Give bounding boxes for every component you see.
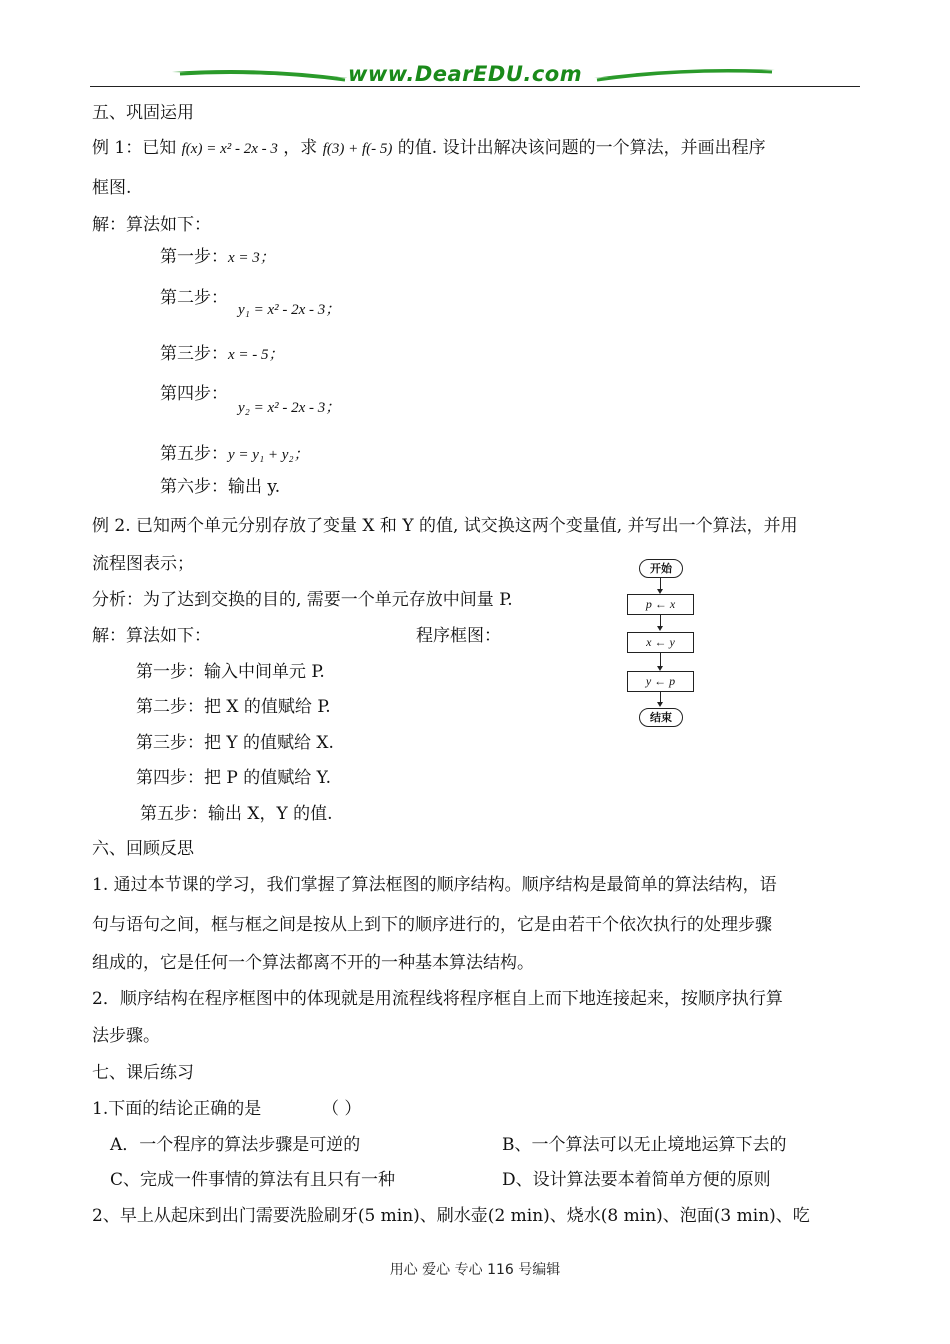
ex2-step-3: 第三步：把 Y 的值赋给 X. [136,733,334,753]
question-1-option-d: D、设计算法要本着简单方便的原则 [502,1170,771,1190]
ex2-step-1: 第一步：输入中间单元 P. [136,662,325,682]
ex1-step-3: 第三步：x = - 5； [160,344,284,364]
example-2-chart-title: 程序框图： [416,626,501,646]
reflection-2-line-2: 法步骤。 [92,1026,160,1046]
ex1-prefix: 例 1：已知 [92,138,177,158]
ex1-step-2-expr: y₁ = x² - 2x - 3； [238,302,341,318]
ex2-step-2: 第二步：把 X 的值赋给 P. [136,697,331,717]
example-2-line-2: 流程图表示； [92,554,194,574]
example-1-line-1 [92,137,766,160]
ex1-step-2: 第二步： [160,288,228,308]
question-1-option-c: C、完成一件事情的算法有且只有一种 [110,1170,396,1190]
section-5-heading: 五、巩固运用 [92,103,194,123]
ex1-step-1: 第一步：x = 3； [160,247,275,267]
example-2-line-1: 例 2. 已知两个单元分别存放了变量 X 和 Y 的值, 试交换这两个变量值, 并写出一个算法，并用 [92,516,798,536]
flowchart-box-1: p ← x [627,594,694,615]
question-2: 2、早上从起床到出门需要洗脸刷牙(5 min)、刷水壶(2 min)、烧水(8 min)、泡面(3 min)、吃 [92,1206,810,1226]
ex1-step-4: 第四步： [160,384,228,404]
logo-text: www.DearEDU.com [348,62,583,86]
reflection-1-line-3: 组成的，它是任何一个算法都离不开的一种基本算法结构。 [92,953,534,973]
flowchart-end: 结束 [639,708,683,727]
question-1 [92,1098,261,1120]
flowchart-box-2: x ← y [627,632,694,653]
example-1-line-2: 框图. [92,178,132,198]
ex2-step-5: 第五步：输出 X，Y 的值. [140,804,333,824]
question-1-text: 1.下面的结论正确的是 [92,1099,262,1119]
ex1-expression: f(3) + f(- 5) [322,141,393,157]
example-2-solution: 解：算法如下： [92,626,211,646]
reflection-1-line-1: 1. 通过本节课的学习，我们掌握了算法框图的顺序结构。顺序结构是最简单的算法结构，语 [92,875,777,895]
question-1-option-b: B、一个算法可以无止境地运算下去的 [502,1135,787,1155]
logo-swoosh-left [170,64,350,86]
example-2-analysis: 分析：为了达到交换的目的, 需要一个单元存放中间量 P. [92,590,513,610]
ex1-tail: 的值. 设计出解决该问题的一个算法，并画出程序 [397,138,766,158]
logo-swoosh-right [592,64,777,86]
ex2-step-4: 第四步：把 P 的值赋给 Y. [136,768,332,788]
reflection-1-line-2: 句与语句之间，框与框之间是按从上到下的顺序进行的，它是由若干个依次执行的处理步骤 [92,915,772,935]
question-1-option-a: A．一个程序的算法步骤是可逆的 [110,1135,361,1155]
flowchart-start: 开始 [639,559,683,578]
section-6-heading: 六、回顾反思 [92,839,194,859]
header-rule [90,86,860,87]
question-1-blank: （ ） [322,1099,362,1119]
ex1-step-6: 第六步：输出 y. [160,477,281,497]
flowchart-box-3: y ← p [627,671,694,692]
section-7-heading: 七、课后练习 [92,1063,194,1083]
ex1-function: f(x) = x² - 2x - 3 [181,141,278,157]
page-footer: 用心 爱心 专心 116 号编辑 [389,1262,561,1278]
ex1-mid: ，求 [283,138,318,158]
ex1-step-5: 第五步：y = y₁ + y₂； [160,444,309,464]
ex1-step-4-expr: y₂ = x² - 2x - 3； [238,400,341,416]
example-1-solution: 解：算法如下： [92,215,211,235]
reflection-2-line-1: 2．顺序结构在程序框图中的体现就是用流程线将程序框自上而下地连接起来，按顺序执行算 [92,989,783,1009]
